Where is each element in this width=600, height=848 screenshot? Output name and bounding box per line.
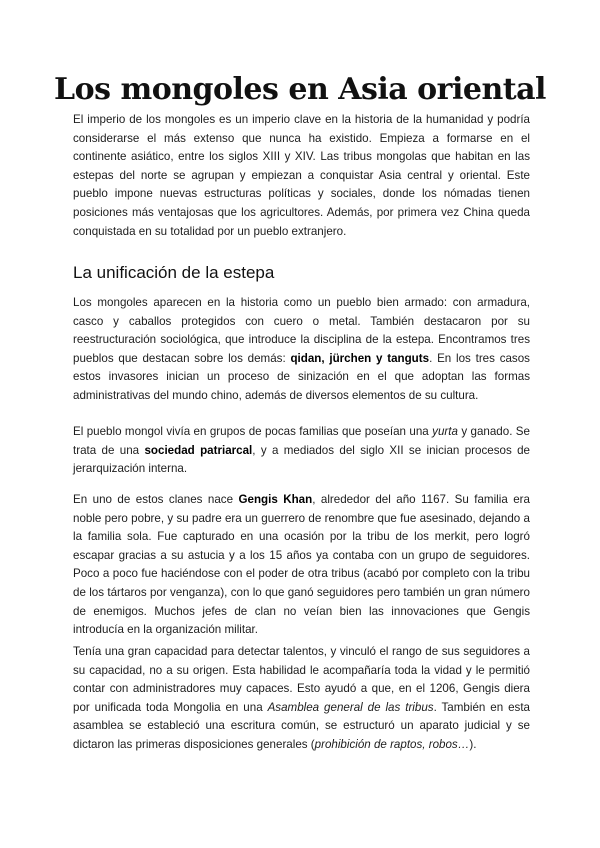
italic-assembly: Asamblea general de las tribus	[267, 700, 434, 714]
paragraph-unification	[73, 294, 530, 406]
italic-prohibition: prohibición de raptos, robos…	[314, 737, 470, 751]
text-run: , y a mediados del siglo XII se inician procesos de jerarquización interna.	[73, 443, 530, 476]
section-heading: La unificación de la estepa	[73, 263, 275, 282]
text-run: , alrededor del año 1167. Su familia era noble pero pobre, y su padre era un guerrero de renombre que fue asesinado, dejando a la familia sola. Fue capturado en una ocasión por la tribu de los merkit, pero logró escapar gracias a su astucia y a los 15 años ya contaba con un grupo de seguidores. Poco a poco fue haciéndose con el poder de otra tribus (acabó por completo con la tribu de los tártaros por venganza), con lo que ganó seguidores pero también un gran número de enemigos. Muchos jefes de clan no veían bien las innovaciones que Gengis introducía en la organización militar.	[73, 493, 530, 637]
bold-peoples: qidan, jürchen y tanguts	[290, 351, 430, 365]
text-run: . En los tres casos estos invasores inician un proceso de sinización en el que adoptan las formas administrativas del mundo chino, además de diversos elementos de su cultura.	[73, 351, 530, 402]
text-run: Los mongoles aparecen en la historia como un pueblo bien armado: con armadura, casco y caballos protegidos con cuero o metal. También destacaron por su reestructuración sociológica, que introduce la disciplina de la estepa. Encontramos tres pueblos que destacan sobre los demás:	[73, 296, 530, 365]
text-run: En uno de estos clanes nace	[73, 493, 239, 506]
text-run: y ganado. Se trata de una	[73, 425, 530, 457]
italic-yurta: yurta	[432, 425, 458, 438]
bold-gengis-khan: Gengis Khan	[238, 493, 313, 506]
text-run: Tenía una gran capacidad para detectar talentos, y vinculó el rango de sus seguidores a su capacidad, no a su origen. Esta habilidad le acompañaría toda la vidad y le permitió contar con administradores muy capaces. Esto ayudó a que, en el 1206, Gengis diera por unificada toda Mongolia en una	[73, 645, 530, 714]
paragraph-gengis-khan	[73, 491, 530, 640]
intro-paragraph: El imperio de los mongoles es un imperio clave en la historia de la humanidad y podría considerarse el más extenso que nunca ha existido. Empieza a formarse en el continente asiático, entre los siglos XIII y XIV. Las tribus mongolas que habitan en las estepas del norte se agrupan y empiezan a conquistar Asia central y oriental. Este pueblo impone nuevas estructuras políticas y sociales, donde los nómadas tienen posiciones más ventajosas que los agricultores. Además, por primera vez China queda conquistada en su totalidad por un pueblo extranjero.	[73, 113, 530, 238]
text-run: . También en esta asamblea se estableció una escritura común, se estructuró un aparato judicial y se dictaron las primeras disposiciones generales (	[73, 700, 530, 751]
paragraph-talents	[73, 643, 530, 755]
text-run: ).	[469, 737, 477, 751]
text-run: El pueblo mongol vivía en grupos de pocas familias que poseían una	[73, 425, 433, 438]
bold-patriarchal-society: sociedad patriarcal	[144, 443, 253, 457]
page-title: Los mongoles en Asia oriental	[54, 72, 546, 107]
paragraph-mongol-people	[73, 423, 530, 479]
